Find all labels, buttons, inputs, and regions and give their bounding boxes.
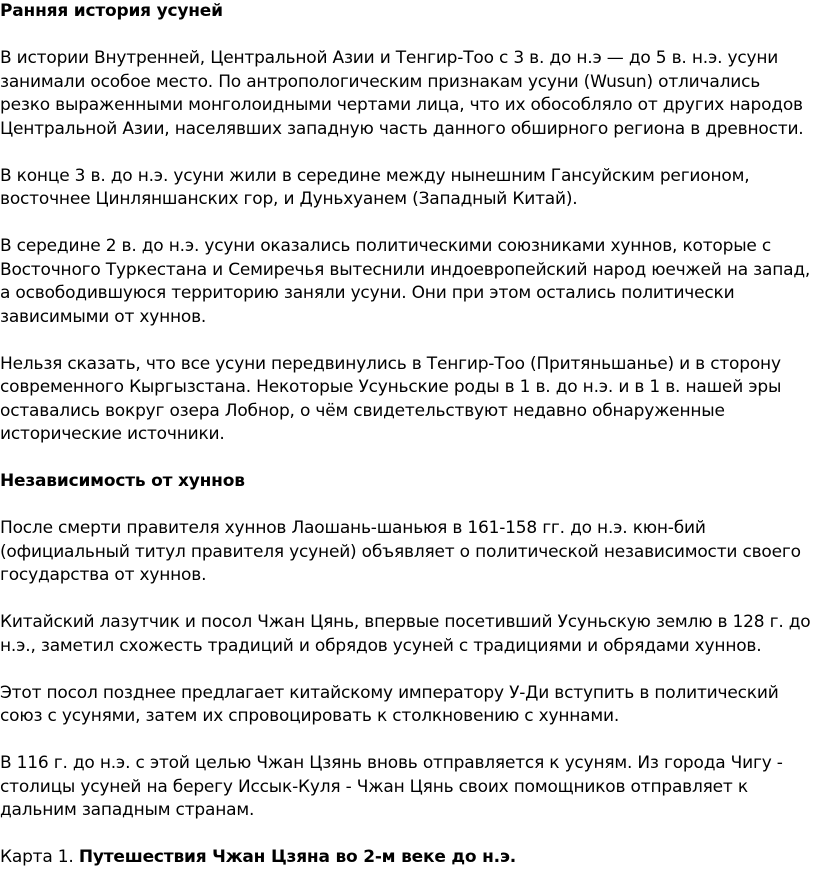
paragraph: Китайский лазутчик и посол Чжан Цянь, впервые посетивший Усуньскую землю в 128 г. до н.э., заметил схожесть традиций и обрядов усуней с традициями и обрядами хуннов. bbox=[0, 612, 811, 656]
paragraph: В истории Внутренней, Центральной Азии и Тенгир-Тоо с 3 в. до н.э — до 5 в. н.э. усуни занимали особое место. По антропологическим признакам усуни (Wusun) отличались резко выраженными монголоидными чертами лица, что их обособляло от других народов Центральной Азии, населявших западную часть данного обширного региона в древности. bbox=[0, 48, 804, 139]
paragraph: После смерти правителя хуннов Лаошань-шаньюя в 161-158 гг. до н.э. кюн-бий (официальный титул правителя усуней) объявляет о политической независимости своего государства от хуннов. bbox=[0, 518, 801, 585]
paragraph: Нельзя сказать, что все усуни передвинулись в Тенгир-Тоо (Притяньшанье) и в сторону современного Кыргызстана. Некоторые Усуньские роды в 1 в. до н.э. и в 1 в. нашей эры оставались вокруг озера Лобнор, о чём свидетельствуют недавно обнаруженные исторические источники. bbox=[0, 353, 782, 444]
paragraph: Этот посол позднее предлагает китайскому императору У-Ди вступить в политический союз с усунями, затем их спровоцировать к столкновению с хуннами. bbox=[0, 682, 779, 726]
map-caption-prefix: Карта 1. bbox=[0, 847, 74, 867]
section-heading-independence: Независимость от хуннов bbox=[0, 471, 245, 491]
section-heading-early-history: Ранняя история усуней bbox=[0, 1, 223, 21]
paragraph: В середине 2 в. до н.э. усуни оказались политическими союзниками хуннов, которые с Восточного Туркестана и Семиречья вытеснили индоевропейский народ юечжей на запад, а освободившуюся территорию заняли усуни. Они при этом остались политически зависимыми от хуннов. bbox=[0, 236, 811, 327]
paragraph: В конце 3 в. до н.э. усуни жили в середине между нынешним Гансуйским регионом, восточнее Цинляншанских гор, и Дуньхуанем (Западный Китай). bbox=[0, 165, 750, 209]
map-caption-title: Путешествия Чжан Цзяна во 2-м веке до н.э. bbox=[78, 847, 517, 867]
map-caption bbox=[0, 846, 814, 870]
paragraph: В 116 г. до н.э. с этой целью Чжан Цзянь вновь отправляется к усуням. Из города Чигу - столицы усуней на берегу Иссык-Куля - Чжан Цянь своих помощников отправляет к дальним западным странам. bbox=[0, 753, 783, 820]
